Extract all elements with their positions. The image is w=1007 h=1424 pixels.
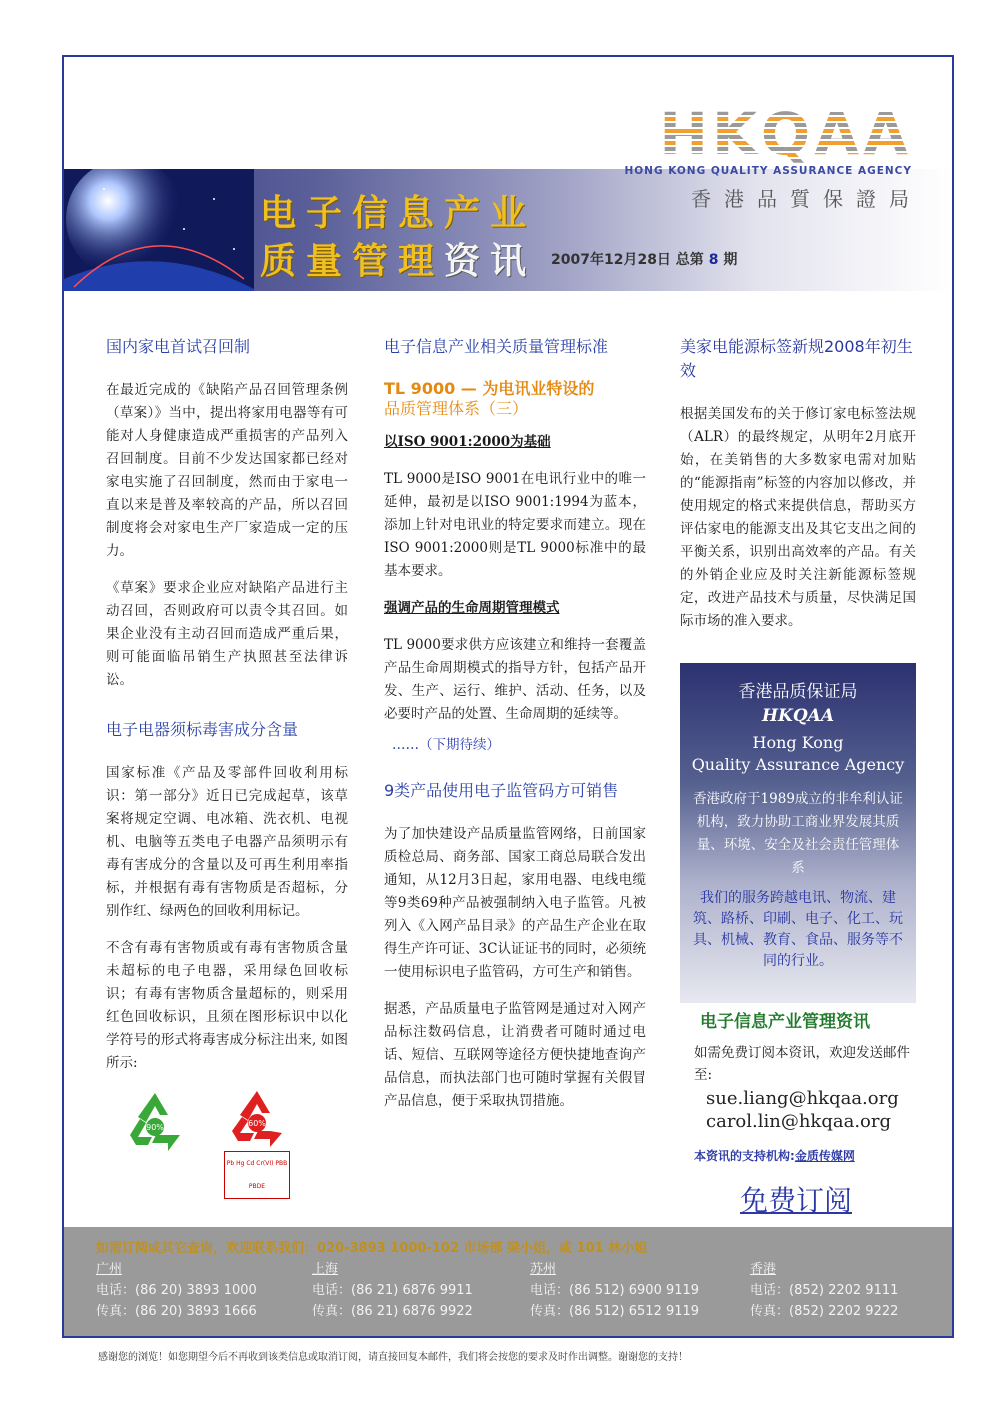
column-middle [384,327,646,1127]
newsletter-title-line2 [260,233,536,284]
logo-subtitle: HONG KONG QUALITY ASSURANCE AGENCY [624,165,912,177]
office-fax: 传真：(86 512) 6512 9119 [530,1304,700,1319]
article-paragraph: 为了加快建设产品质量监管网络，日前国家质检总局、商务部、国家工商总局联合发出通知，从12月3日起，家用电器、电线电缆等9类69种产品被强制纳入电子监管。凡被列入《入网产品目录》的产品生产企业在取得生产许可证、3C认证证书的同时，必须统一使用标识电子监管码，方可生产和销售。 [384,826,646,980]
article-paragraph: 在最近完成的《缺陷产品召回管理条例（草案）》当中，提出将家用电器等有可能对人身健康造成严重损害的产品列入召回制度。目前不少发达国家都已经对家电实施了召回制度，然而由于家电一直以来是普及率较高的产品，所以召回制度将会对家电生产厂家造成一定的压力。 [106,382,348,559]
info-box-description: 香港政府于1989成立的非牟利认证机构，致力协助工商业界发展其质量、环境、安全及社会责任管理体系 [693,791,903,876]
article-heading-toxic: 电子电器须标毒害成分含量 [106,720,299,739]
email-link-sue[interactable]: sue.liang@hkqaa.org [706,1088,899,1109]
office-tel: 电话：(86 20) 3893 1000 [96,1283,257,1298]
space-earth-illustration [64,169,254,291]
info-box-services: 我们的服务跨越电讯、物流、建筑、路桥、印刷、电子、化工、玩具、机械、教育、食品、服务等不同的行业。 [693,890,903,969]
footer-note: 感谢您的浏览！如您期望今后不再收到该类信息或取消订阅，请直接回复本邮件，我们将会按您的要求及时作出调整。谢谢您的支持！ [98,1352,688,1363]
english-name-line2: Quality Assurance Agency [691,755,905,774]
green-recycle-mark [122,1089,188,1199]
newsletter-title-line1: 电子信息产业 [260,193,537,234]
info-box-title: 香港品质保证局 [738,682,858,702]
issue-suffix: 期 [723,252,738,268]
red-recycle-mark [224,1089,290,1199]
section-heading: 以ISO 9001:2000为基础 [384,434,551,450]
issue-number: 8 [708,252,719,268]
office-city: 上海 [312,1262,339,1277]
article-paragraph: 不含有毒有害物质或有毒有害物质含量未超标的电子电器，采用绿色回收标识；有毒有害物质含量超标的，则采用红色回收标识，且须在图形标识中以化学符号的形式将毒害成分标注出来, 如图所示: [106,940,348,1071]
info-box-english-name [680,732,916,776]
title-line2-tail: 资讯 [444,241,537,282]
article-paragraph: 根据美国发布的关于修订家电标签法规（ALR）的最终规定，从明年2月底开始，在美销售的大多数家电需对加贴的“能源指南”标签的内容加以修改，并使用规定的格式来提供信息，帮助买方评估家电的能源支出及其它支出之间的平衡关系，识别出高效率的产品。有关的外销企业应及时关注新能源标签规定，改进产品技术与质量，尽快满足国际市场的准入要求。 [680,406,916,629]
article-heading-recall: 国内家电首试召回制 [106,337,251,356]
office-guangzhou [96,1259,257,1322]
issue-date: 2007年12月28日 总第 [551,252,704,268]
office-fax: 传真：(86 21) 6876 9922 [312,1304,473,1319]
header [64,57,952,292]
office-tel: 电话：(86 512) 6900 9119 [530,1283,700,1298]
column-right [680,327,916,647]
office-hongkong [750,1259,898,1322]
article-heading-energy-label: 美家电能源标签新规2008年初生效 [680,337,913,380]
office-suzhou [530,1259,699,1322]
section-heading: 强调产品的生命周期管理模式 [384,600,560,616]
contact-bar [64,1227,952,1338]
subscribe-heading: 电子信息产业管理资讯 [700,1012,870,1032]
english-name-line1: Hong Kong [752,733,844,752]
support-org [694,1147,855,1164]
column-left [106,327,348,1199]
subscribe-description: 如需免费订阅本资讯，欢迎发送邮件至: [694,1045,910,1083]
office-city: 广州 [96,1262,123,1277]
office-city: 苏州 [530,1262,557,1277]
article-heading-ecode: 9类产品使用电子监管码方可销售 [384,781,619,800]
subtitle-line1: TL 9000 — 为电讯业特设的 [384,379,595,398]
red-recycle-icon [224,1089,290,1149]
article-paragraph: 《草案》要求企业应对缺陷产品进行主动召回，否则政府可以责令其召回。如果企业没有主动召回而造成严重后果，则可能面临吊销生产执照甚至法律诉讼。 [106,580,348,688]
green-label: 90% [146,1123,164,1132]
article-paragraph: TL 9000要求供方应该建立和维持一套覆盖产品生命周期模式的指导方针，包括产品开发、生产、运行、维护、活动、任务，以及必要时产品的处置、生命周期的延续等。 [384,637,646,722]
article-subtitle-tl9000 [384,379,646,419]
article-paragraph: TL 9000是ISO 9001在电讯行业中的唯一延伸，最初是以ISO 9001:1994为蓝本，添加上针对电讯业的特定要求而建立。现在ISO 9001:2000则是TL 9000标准中的最基本要求。 [384,471,646,579]
support-label: 本资讯的支持机构: [694,1149,795,1163]
article-paragraph: 国家标准《产品及零部件回收利用标识：第一部分》近日已完成起草，该草案将规定空调、电冰箱、洗衣机、电视机、电脑等五类电子电器产品须明示有毒有害成分的含量以及可再生利用率指标，并根据有毒有害物质是否超标，分别作红、绿两色的回收利用标记。 [106,765,348,919]
office-tel: 电话：(852) 2202 9111 [750,1283,899,1298]
hkqaa-info-box [680,663,916,1003]
green-recycle-icon [122,1089,188,1155]
newsletter-page [62,55,954,1338]
to-be-continued: ……（下期待续） [392,737,500,753]
hazardous-substances-caption: Pb Hg Cd Cr(VI) PBB PBDE [224,1151,290,1199]
article-heading-standards: 电子信息产业相关质量管理标准 [384,337,609,356]
hkqaa-logo [624,100,922,212]
email-link-carol[interactable]: carol.lin@hkqaa.org [706,1111,892,1132]
red-label: 60% [248,1119,266,1128]
office-tel: 电话：(86 21) 6876 9911 [312,1283,473,1298]
office-city: 香港 [750,1262,777,1277]
recycle-marks [106,1089,348,1199]
support-link[interactable]: 金质传媒网 [794,1149,855,1163]
subtitle-line2: 品质管理体系（三） [384,399,529,418]
logo-chinese-name: 香港品質保證局 [691,187,922,211]
office-fax: 传真：(86 20) 3893 1666 [96,1304,257,1319]
title-line2-main: 质量管理 [260,241,445,282]
contact-headline: 如需订阅或其它查询，欢迎联系我们：020-3893 1000-102 市场部 梁小姐，或 101 林小姐 [96,1241,648,1256]
article-paragraph: 据悉，产品质量电子监管网是通过对入网产品标注数码信息，让消费者可随时通过电话、短信、互联网等途径方便快捷地查询产品信息，而执法部门也可随时掌握有关假冒产品信息，便于采取执罚措施。 [384,1001,646,1109]
info-box-acronym: HKQAA [761,706,835,726]
issue-info [551,249,737,269]
office-shanghai [312,1259,473,1322]
logo-mark: HKQAA [624,105,912,163]
office-fax: 传真：(852) 2202 9222 [750,1304,899,1319]
free-subscribe-link[interactable]: 免费订阅 [740,1184,853,1217]
